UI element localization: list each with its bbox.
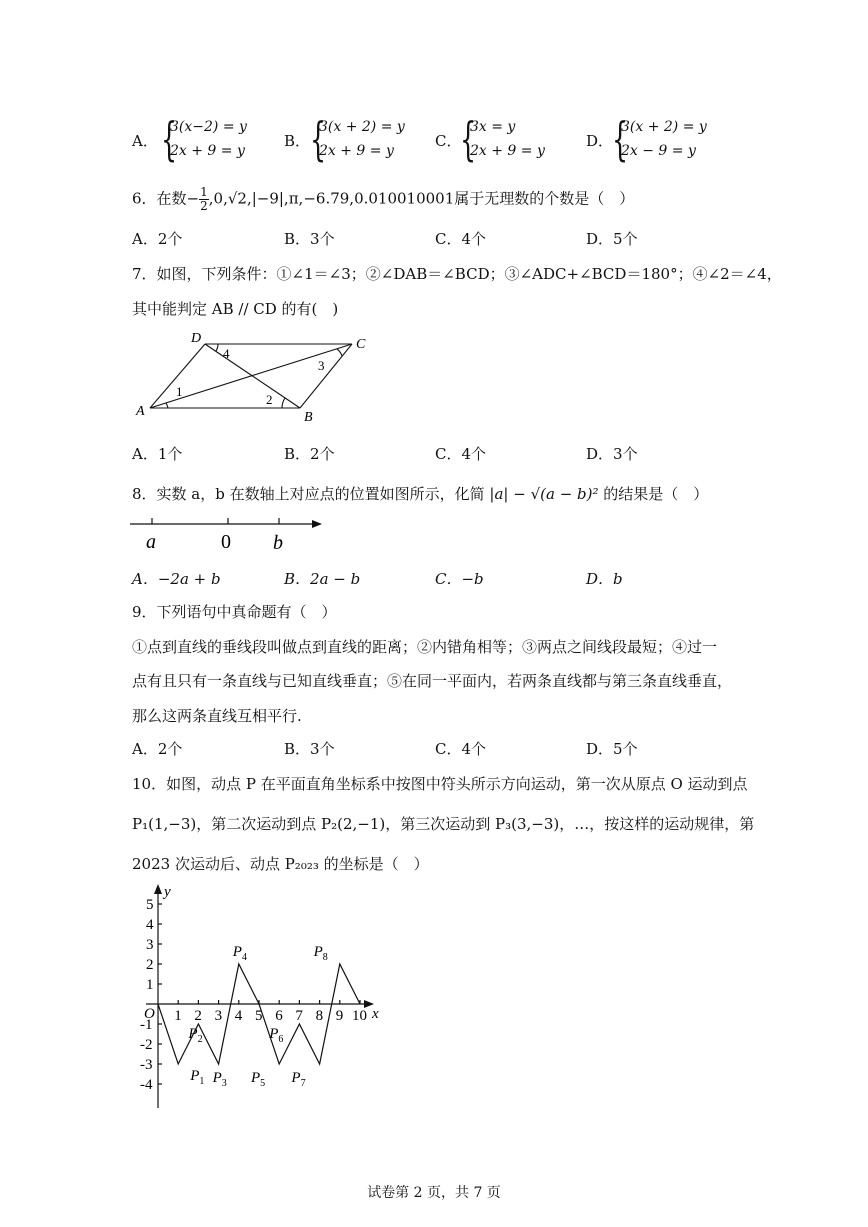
q8-label-0: 0: [221, 531, 231, 553]
q6-option-b: B．3个: [284, 230, 335, 248]
q10-x-tick-label: 10: [352, 1008, 367, 1024]
q10-point-label-p2: $P_2$: [188, 1026, 203, 1045]
q10-y-tick-label: -3: [140, 1057, 153, 1073]
q10-y-tick-label: -2: [140, 1037, 153, 1053]
q8-expression: |a| − √(a − b)²: [489, 485, 599, 503]
q10-axis-x-label: x: [372, 1006, 379, 1022]
q7-angle-1-label: 1: [176, 384, 183, 399]
q8-axis-arrow: [312, 520, 322, 528]
q7-angle-3-label: 3: [318, 358, 325, 373]
q8-stem: [132, 483, 708, 504]
q6-frac-num: 1: [200, 185, 208, 199]
q7-option-c: C．4个: [435, 445, 487, 463]
q5-option-c-label: C．: [435, 132, 462, 150]
q10-x-tick-label: 2: [194, 1008, 202, 1024]
q8-label-b: b: [273, 532, 283, 554]
q7-angle-1-arc: [166, 403, 168, 408]
q5-option-d-brace: {: [612, 112, 629, 166]
q6-option-a: A．2个: [132, 230, 183, 248]
q10-point-label-p3: $P_3$: [212, 1070, 227, 1089]
q7-option-d: D．3个: [586, 445, 638, 463]
q10-x-tick-label: 7: [295, 1008, 303, 1024]
q9-option-d: D．5个: [586, 740, 638, 758]
page-footer: 试卷第 2 页，共 7 页: [367, 1185, 501, 1201]
q10-point-label-p5: $P_5$: [251, 1070, 266, 1089]
q9-line-3: 那么这两条直线互相平行.: [132, 707, 302, 725]
q8-number-line: [128, 512, 328, 557]
q10-y-tick-label: -1: [140, 1017, 153, 1033]
q5-option-a-system: [170, 115, 247, 163]
q10-y-tick-label: 5: [146, 897, 154, 913]
q10-axis-y-label: y: [164, 884, 171, 900]
q10-x-tick-label: 1: [174, 1008, 182, 1024]
q8-text: 8．实数 a，b 在数轴上对应点的位置如图所示，化简: [132, 485, 485, 503]
q10-line-1: 10．如图，动点 P 在平面直角坐标系中按图中符头所示方向运动，第一次从原点 O 运动到点: [132, 775, 748, 793]
q8-label-a: a: [146, 531, 156, 553]
q10-y-tick-label: 2: [146, 957, 154, 973]
q7-diagonal-db: [205, 344, 300, 408]
q5-d-eq2: 2x − 9 = y: [621, 143, 696, 159]
q10-point-label-p7: $P_7$: [291, 1070, 306, 1089]
q10-point-label-p8: $P_8$: [313, 944, 328, 963]
q8-option-c: C．−b: [435, 570, 484, 588]
q10-x-tick-label: 5: [255, 1008, 263, 1024]
q7-option-a: A．1个: [132, 445, 183, 463]
q10-point-label-p4: $P_4$: [232, 944, 247, 963]
q9-option-b: B．3个: [284, 740, 335, 758]
q6-rest: ,0,√2,|−9|,π,−6.79,0.010010001属于无理数的个数是（ ）: [208, 189, 635, 208]
q10-line-3: 2023 次运动后、动点 P₂₀₂₃ 的坐标是（ ）: [132, 855, 429, 873]
q10-line-2: P₁(1,−3)，第二次运动到点 P₂(2,−1)，第三次运动到 P₃(3,−3)，…，按这样的运动规律，第: [132, 815, 755, 833]
q7-parallelogram-figure: [130, 330, 380, 425]
q10-y-tick-label: 4: [146, 917, 154, 933]
q7-angle-3-arc: [337, 349, 342, 356]
q5-option-b-system: [319, 115, 405, 163]
q5-c-eq1: 3x = y: [470, 119, 516, 135]
q9-stem: 9．下列语句中真命题有（ ）: [132, 603, 337, 621]
q10-point-label-p1: $P_1$: [190, 1068, 205, 1087]
q9-line-1: ①点到直线的垂线段叫做点到直线的距离；②内错角相等；③两点之间线段最短；④过一: [132, 638, 718, 656]
q10-y-tick-label: 3: [146, 937, 154, 953]
q6-frac-den: 2: [200, 199, 208, 213]
q10-y-tick-label: 1: [146, 977, 154, 993]
q5-d-eq1: 3(x + 2) = y: [621, 119, 707, 135]
q9-line-2: 点有且只有一条直线与已知直线垂直；⑤在同一平面内，若两条直线都与第三条直线垂直，: [132, 672, 733, 690]
q10-x-tick-label: 4: [234, 1008, 243, 1024]
q5-option-b-label: B．: [284, 132, 311, 150]
q6-option-d: D．5个: [586, 230, 638, 248]
q5-option-d-system: [621, 115, 707, 163]
q10-x-tick-label: 8: [315, 1008, 324, 1024]
q5-b-eq2: 2x + 9 = y: [319, 143, 394, 159]
q9-option-a: A．2个: [132, 740, 183, 758]
q5-option-a-label: A．: [132, 132, 158, 150]
q7-label-c: C: [356, 337, 366, 352]
q7-line-2: 其中能判定 AB // CD 的有( ): [132, 300, 339, 318]
q7-angle-2-arc: [282, 398, 285, 408]
q7-angle-2-label: 2: [266, 392, 273, 407]
q5-b-eq1: 3(x + 2) = y: [319, 119, 405, 135]
q5-option-a-brace: {: [161, 112, 178, 166]
q9-option-c: C．4个: [435, 740, 487, 758]
q6-prefix: 6．在数−: [132, 189, 200, 208]
q10-coordinate-figure: [138, 880, 388, 1120]
q6-fraction: [199, 186, 209, 213]
q7-line-1: 7．如图，下列条件：①∠1＝∠3；②∠DAB＝∠BCD；③∠ADC+∠BCD＝180°；④∠2＝∠4，: [132, 265, 782, 283]
q5-a-eq1: 3(x−2) = y: [170, 119, 247, 135]
q7-angle-4-arc: [216, 344, 218, 351]
q6-option-c: C．4个: [435, 230, 487, 248]
q7-angle-4-label: 4: [223, 346, 230, 361]
q7-label-a: A: [136, 404, 145, 419]
q5-option-c-brace: {: [460, 112, 477, 166]
q7-option-b: B．2个: [284, 445, 335, 463]
q10-point-label-p6: $P_6$: [269, 1026, 284, 1045]
q7-side-cb: [300, 344, 352, 408]
q10-y-tick-label: -4: [140, 1077, 153, 1093]
q10-x-tick-label: 3: [214, 1008, 223, 1024]
q10-x-tick-label: 9: [335, 1008, 344, 1024]
q8-option-a: A．−2a + b: [132, 570, 221, 588]
q5-c-eq2: 2x + 9 = y: [470, 143, 545, 159]
q6-stem: [132, 186, 634, 213]
q5-a-eq2: 2x + 9 = y: [170, 143, 245, 159]
q8-option-b: B．2a − b: [284, 570, 361, 588]
q10-origin-label: O: [144, 1006, 155, 1022]
q10-x-tick-label: 6: [275, 1008, 283, 1024]
q5-option-c-system: [470, 115, 545, 163]
q8-tail: 的结果是（ ）: [603, 485, 709, 503]
q10-y-axis-arrow: [154, 884, 162, 894]
q5-option-b-brace: {: [310, 112, 327, 166]
q5-option-d-label: D．: [586, 132, 614, 150]
q7-label-d: D: [191, 331, 202, 346]
q8-option-d: D．b: [586, 570, 623, 588]
q7-label-b: B: [304, 410, 313, 425]
